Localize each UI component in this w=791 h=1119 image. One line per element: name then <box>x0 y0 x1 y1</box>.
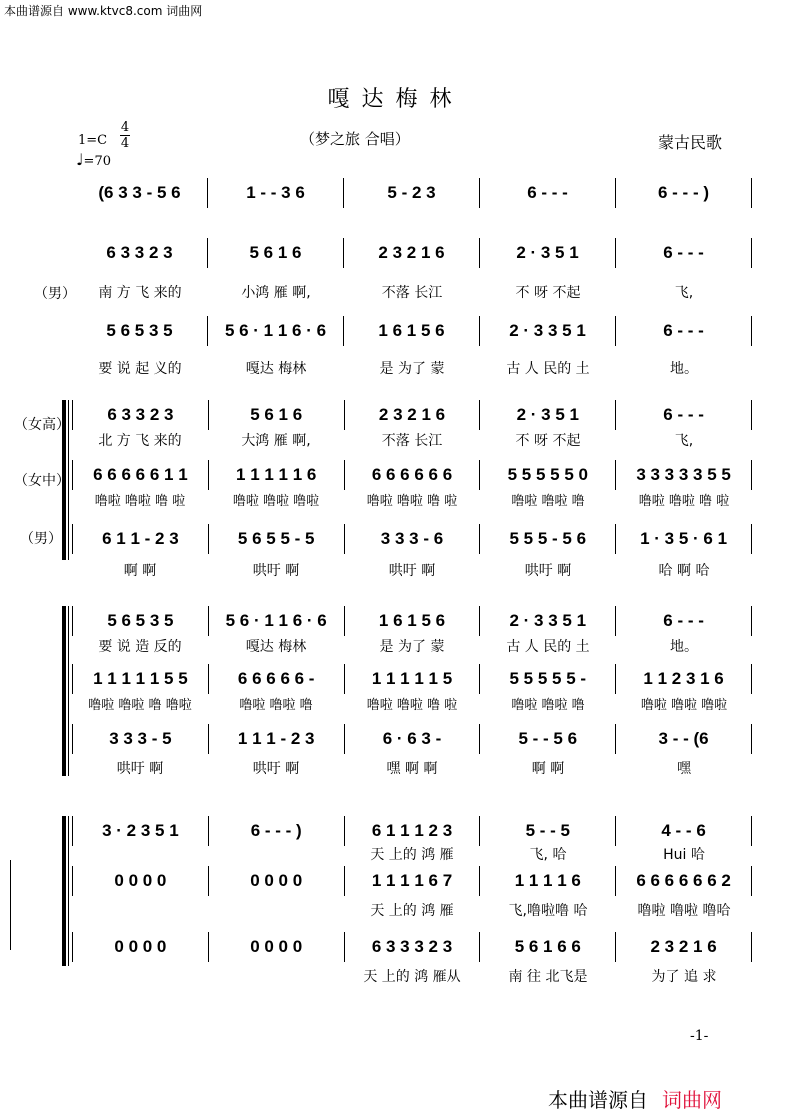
measure: 1 1 2 3 1 6 <box>616 664 752 694</box>
time-signature-top: 4 <box>120 120 130 135</box>
measure: 1 6 1 5 6 <box>344 316 480 346</box>
lyric: 哄吁 啊 <box>116 761 164 777</box>
measure: 1 1 1 - 2 3 <box>209 724 345 754</box>
measure: 5 6 1 6 <box>209 400 345 430</box>
measure: 1 - - 3 6 <box>208 178 344 208</box>
lyric <box>72 900 208 922</box>
measure: 5 5 5 5 5 - <box>480 664 616 694</box>
staff-male <box>72 524 752 554</box>
source-header: 本曲谱源自 www.ktvc8.com 词曲网 <box>4 4 203 18</box>
measure: 1 1 1 1 1 6 <box>209 460 345 490</box>
lyric: 哄吁 啊 <box>388 563 436 579</box>
measure: 2 · 3 5 1 <box>480 238 616 268</box>
lyric: Hui 哈 <box>663 847 705 863</box>
staff-female-mid-2 <box>72 664 752 694</box>
measure: 6 6 6 6 6 6 <box>345 460 481 490</box>
lyric: 要 说 起 义的 <box>98 361 182 377</box>
time-signature-bottom: 4 <box>120 136 130 151</box>
tempo-value: =70 <box>83 154 111 169</box>
measure: 3 · 2 3 5 1 <box>72 816 209 846</box>
lyric: 地。 <box>670 361 698 377</box>
staff-female-high-2 <box>72 606 752 636</box>
system-line <box>68 816 69 966</box>
lyric: 嘎达 梅林 <box>245 361 307 377</box>
system-brace <box>62 816 66 966</box>
lyric: 噜啦 噜啦 噜 <box>239 698 313 713</box>
lyrics-female-high-3 <box>72 844 752 866</box>
lyric: 不 呀 不起 <box>515 285 581 301</box>
measure: 2 3 2 1 6 <box>345 400 481 430</box>
measure: 5 - - 5 <box>480 816 616 846</box>
tempo-marking <box>76 150 111 169</box>
measure: 1 1 1 1 1 5 <box>345 664 481 694</box>
part-label-male-2: （男） <box>20 531 62 547</box>
measure: 6 3 3 2 3 <box>72 400 209 430</box>
lyric: 噜啦 噜啦 噜哈 <box>637 903 731 919</box>
lyric: 噜啦 噜啦 噜 啦 <box>638 494 730 509</box>
measure: 6 - - - <box>616 400 752 430</box>
measure: 1 1 1 1 6 7 <box>345 866 481 896</box>
song-origin: 蒙古民歌 <box>658 133 723 152</box>
lyric: 噜啦 噜啦 噜 啦 <box>94 494 186 509</box>
staff-verse1b <box>72 316 752 346</box>
lyric: 飞, <box>674 433 694 449</box>
measure: 3 3 3 - 6 <box>345 524 481 554</box>
lyric: 是 为了 蒙 <box>379 361 445 377</box>
footer-source <box>548 1084 722 1113</box>
measure: 5 6 5 5 - 5 <box>209 524 345 554</box>
key-signature: 1=C <box>78 133 108 148</box>
measure: 5 6 5 3 5 <box>72 316 208 346</box>
time-signature <box>120 120 130 151</box>
lyrics-verse1b <box>72 358 752 380</box>
lyric: 小鸿 雁 啊, <box>241 285 311 301</box>
lyric: 飞,噜啦噜 哈 <box>508 903 588 919</box>
lyric: 为了 追 求 <box>651 969 717 985</box>
measure: 1 1 1 1 6 <box>480 866 616 896</box>
measure: 4 - - 6 <box>616 816 752 846</box>
lyrics-female-mid <box>72 490 752 512</box>
measure: 2 3 2 1 6 <box>616 932 752 962</box>
lyric: 噜啦 噜啦 噜啦 <box>232 494 320 509</box>
measure: 2 · 3 5 1 <box>480 400 616 430</box>
lyric: 噜啦 噜啦 噜 <box>511 698 585 713</box>
measure: 0 0 0 0 <box>72 866 209 896</box>
lyric: 南 往 北飞是 <box>508 969 588 985</box>
song-title: 嘎达梅林 <box>327 87 464 112</box>
measure: 6 1 1 - 2 3 <box>72 524 209 554</box>
staff-intro <box>72 178 752 208</box>
part-label-male: （男） <box>34 286 76 302</box>
lyric: 不落 长江 <box>381 285 443 301</box>
measure: 5 5 5 - 5 6 <box>480 524 616 554</box>
measure: 6 1 1 1 2 3 <box>345 816 481 846</box>
lyric <box>208 966 344 988</box>
lyric: 不 呀 不起 <box>515 433 581 449</box>
lyric: 噜啦 噜啦 噜 噜啦 <box>88 698 192 713</box>
measure: 1 6 1 5 6 <box>345 606 481 636</box>
quarter-note-icon: ♩ <box>76 150 84 169</box>
lyric: 天 上的 鸿 雁 <box>370 903 454 919</box>
lyrics-female-high <box>72 430 752 452</box>
lyric <box>72 844 208 866</box>
staff-female-mid-3 <box>72 866 752 896</box>
measure: 6 - - - ) <box>209 816 345 846</box>
lyric <box>208 844 344 866</box>
part-label-female-high: （女高） <box>14 417 70 433</box>
lyric: 飞, <box>674 285 694 301</box>
lyric: 哄吁 啊 <box>252 563 300 579</box>
staff-male-3 <box>72 932 752 962</box>
measure: 2 3 2 1 6 <box>344 238 480 268</box>
staff-female-mid <box>72 460 752 490</box>
measure: 0 0 0 0 <box>209 866 345 896</box>
lyrics-male-3 <box>72 966 752 988</box>
measure: 5 - - 5 6 <box>480 724 616 754</box>
measure: 5 6 1 6 6 <box>480 932 616 962</box>
measure: 6 - - - <box>616 238 752 268</box>
measure: 5 - 2 3 <box>344 178 480 208</box>
staff-verse1 <box>72 238 752 268</box>
lyrics-verse1 <box>72 282 752 304</box>
measure: 2 · 3 3 5 1 <box>480 316 616 346</box>
measure: 1 1 1 1 1 5 5 <box>72 664 209 694</box>
lyric: 飞, 哈 <box>529 847 567 863</box>
measure: 6 - - - <box>480 178 616 208</box>
lyric: 嘿 <box>677 761 691 777</box>
lyric: 啊 啊 <box>531 761 565 777</box>
measure: 6 - - - <box>616 316 752 346</box>
lyric: 是 为了 蒙 <box>379 639 445 655</box>
lyrics-male-2 <box>72 758 752 780</box>
measure: 5 6 1 6 <box>208 238 344 268</box>
footer-source-text: 本曲谱源自 <box>548 1088 648 1112</box>
lyric: 啊 啊 <box>123 563 157 579</box>
measure: 0 0 0 0 <box>72 932 209 962</box>
lyric <box>208 900 344 922</box>
measure: 6 - - - <box>616 606 752 636</box>
lyric: 嘿 啊 啊 <box>386 761 438 777</box>
lyric: 地。 <box>670 639 698 655</box>
measure: 6 6 6 6 6 6 2 <box>616 866 752 896</box>
measure: 6 3 3 2 3 <box>72 238 208 268</box>
lyrics-female-mid-3 <box>72 900 752 922</box>
system-line <box>68 606 69 776</box>
lyric: 南 方 飞 来的 <box>98 285 182 301</box>
lyric: 古 人 民的 土 <box>506 639 590 655</box>
lyric: 大鸿 雁 啊, <box>241 433 311 449</box>
lyric: 哈 啊 哈 <box>658 563 710 579</box>
lyric: 噜啦 噜啦 噜 啦 <box>366 698 458 713</box>
page-number: -1- <box>690 1028 709 1044</box>
measure: 5 6 5 3 5 <box>72 606 209 636</box>
lyric: 要 说 造 反的 <box>98 639 182 655</box>
measure: 6 - - - ) <box>616 178 752 208</box>
lyrics-female-high-2 <box>72 636 752 658</box>
song-subtitle: （梦之旅 合唱） <box>300 130 410 148</box>
margin-line <box>10 860 11 950</box>
measure: 6 6 6 6 6 1 1 <box>72 460 209 490</box>
measure: 5 6 · 1 1 6 · 6 <box>208 316 344 346</box>
lyric: 噜啦 噜啦 噜 <box>511 494 585 509</box>
footer-site-name: 词曲网 <box>662 1088 722 1112</box>
lyric: 天 上的 鸿 雁 <box>370 847 454 863</box>
lyric: 古 人 民的 土 <box>506 361 590 377</box>
lyric: 哄吁 啊 <box>252 761 300 777</box>
measure: 5 5 5 5 5 0 <box>480 460 616 490</box>
lyric: 天 上的 鸿 雁从 <box>363 969 461 985</box>
lyric: 北 方 飞 来的 <box>98 433 182 449</box>
lyric <box>72 966 208 988</box>
measure: 5 6 · 1 1 6 · 6 <box>209 606 345 636</box>
measure: 0 0 0 0 <box>209 932 345 962</box>
staff-female-high-3 <box>72 816 752 846</box>
measure: 2 · 3 3 5 1 <box>480 606 616 636</box>
staff-female-high <box>72 400 752 430</box>
system-brace <box>62 606 66 776</box>
measure: 3 3 3 - 5 <box>72 724 209 754</box>
measure: 3 - - (6 <box>616 724 752 754</box>
measure: 6 3 3 3 2 3 <box>345 932 481 962</box>
lyric: 不落 长江 <box>381 433 443 449</box>
lyric: 哄吁 啊 <box>524 563 572 579</box>
lyric: 噜啦 噜啦 噜啦 <box>640 698 728 713</box>
lyrics-male <box>72 560 752 582</box>
measure: 1 · 3 5 · 6 1 <box>616 524 752 554</box>
measure: 6 6 6 6 6 - <box>209 664 345 694</box>
staff-male-2 <box>72 724 752 754</box>
lyric: 嘎达 梅林 <box>245 639 307 655</box>
measure: 6 · 6 3 - <box>345 724 481 754</box>
lyrics-female-mid-2 <box>72 694 752 716</box>
measure: (6 3 3 - 5 6 <box>72 178 208 208</box>
lyric: 噜啦 噜啦 噜 啦 <box>366 494 458 509</box>
measure: 3 3 3 3 3 5 5 <box>616 460 752 490</box>
part-label-female-mid: （女中） <box>14 473 70 489</box>
